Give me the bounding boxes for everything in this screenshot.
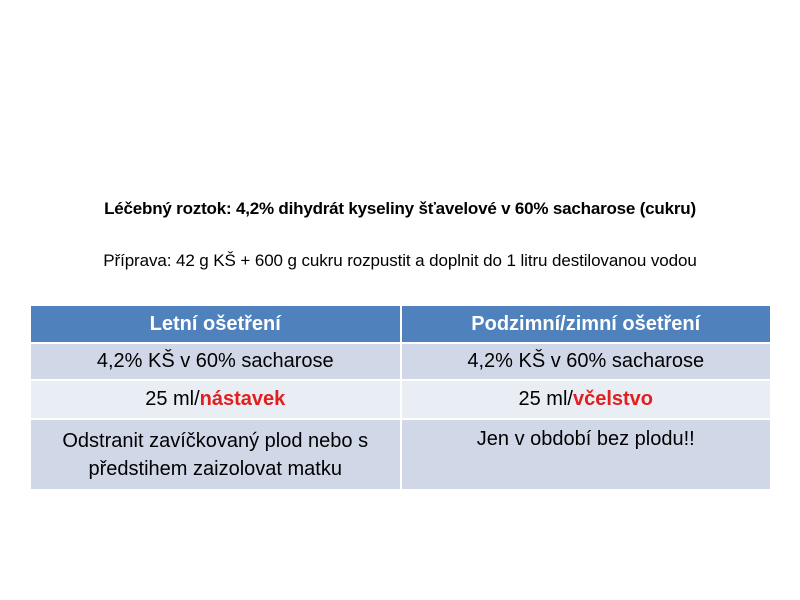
dose-prefix: 25 ml/ <box>518 388 573 410</box>
table-row <box>31 343 770 380</box>
table-header-row <box>31 306 770 343</box>
note-line-2: předstihem zaizolovat matku <box>88 457 342 480</box>
cell-summer-dose <box>31 380 401 419</box>
preparation-text: Příprava: 42 g KŠ + 600 g cukru rozpustit a doplnit do 1 litru destilovanou vodou <box>103 251 697 270</box>
table-row <box>31 419 770 490</box>
dose-prefix: 25 ml/ <box>145 388 200 410</box>
table-row <box>31 380 770 419</box>
cell-winter-note: Jen v období bez plodu!! <box>401 419 771 490</box>
header-autumn-winter-treatment: Podzimní/zimní ošetření <box>401 306 771 343</box>
cell-summer-solution: 4,2% KŠ v 60% sacharose <box>31 343 401 380</box>
dose-unit-highlight: nástavek <box>199 388 286 410</box>
cell-summer-note <box>31 419 401 490</box>
dose-unit-highlight: včelstvo <box>572 388 654 410</box>
header-summer-treatment: Letní ošetření <box>31 306 401 343</box>
cell-winter-solution: 4,2% KŠ v 60% sacharose <box>401 343 771 380</box>
note-line-1: Odstranit zavíčkovaný plod nebo s <box>62 429 369 452</box>
treatment-table <box>31 306 770 491</box>
cell-winter-dose <box>401 380 771 419</box>
slide-title: Léčebný roztok: 4,2% dihydrát kyseliny šťavelové v 60% sacharose (cukru) <box>104 199 696 218</box>
